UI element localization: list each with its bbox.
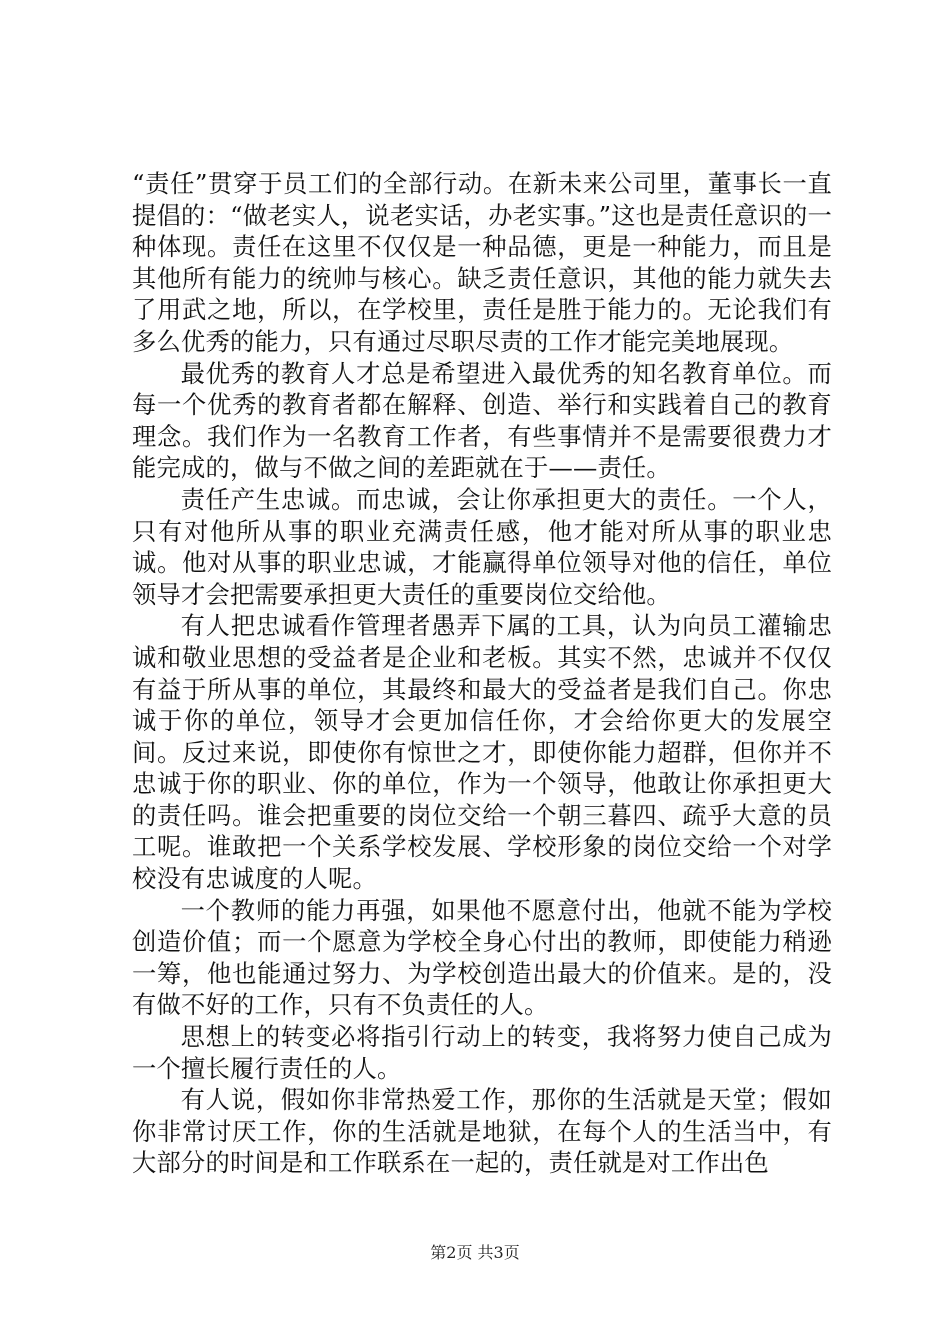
page-footer <box>0 1243 950 1263</box>
paragraph-2: 最优秀的教育人才总是希望进入最优秀的知名教育单位。而每一个优秀的教育者都在解释、创造、举行和实践着自己的教育理念。我们作为一名教育工作者，有些事情并不是需要很费力才能完成的，做与不做之间的差距就在于——责任。 <box>132 358 832 483</box>
page-number-label: 第2页 共3页 <box>430 1243 520 1262</box>
paragraph-3: 责任产生忠诚。而忠诚，会让你承担更大的责任。一个人，只有对他所从事的职业充满责任感，他才能对所从事的职业忠诚。他对从事的职业忠诚，才能赢得单位领导对他的信任，单位领导才会把需要承担更大责任的重要岗位交给他。 <box>132 484 832 609</box>
paragraph-5: 一个教师的能力再强，如果他不愿意付出，他就不能为学校创造价值；而一个愿意为学校全身心付出的教师，即使能力稍逊一筹，他也能通过努力、为学校创造出最大的价值来。是的，没有做不好的工作，只有不负责任的人。 <box>132 895 832 1020</box>
paragraph-1: “责任”贯穿于员工们的全部行动。在新未来公司里，董事长一直提倡的：“做老实人，说老实话，办老实事。”这也是责任意识的一种体现。责任在这里不仅仅是一种品德，更是一种能力，而且是其他所有能力的统帅与核心。缺乏责任意识，其他的能力就失去了用武之地，所以，在学校里，责任是胜于能力的。无论我们有多么优秀的能力，只有通过尽职尽责的工作才能完美地展现。 <box>132 169 832 356</box>
paragraph-7: 有人说，假如你非常热爱工作，那你的生活就是天堂；假如你非常讨厌工作，你的生活就是地狱，在每个人的生活当中，有大部分的时间是和工作联系在一起的，责任就是对工作出色 <box>132 1085 832 1178</box>
document-body <box>132 168 832 1179</box>
paragraph-4: 有人把忠诚看作管理者愚弄下属的工具，认为向员工灌输忠诚和敬业思想的受益者是企业和老板。其实不然，忠诚并不仅仅有益于所从事的单位，其最终和最大的受益者是我们自己。你忠诚于你的单位，领导才会更加信任你，才会给你更大的发展空间。反过来说，即使你有惊世之才，即使你能力超群，但你并不忠诚于你的职业、你的单位，作为一个领导，他敢让你承担更大的责任吗。谁会把重要的岗位交给一个朝三暮四、疏乎大意的员工呢。谁敢把一个关系学校发展、学校形象的岗位交给一个对学校没有忠诚度的人呢。 <box>132 611 832 894</box>
paragraph-6: 思想上的转变必将指引行动上的转变，我将努力使自己成为一个擅长履行责任的人。 <box>132 1022 832 1083</box>
